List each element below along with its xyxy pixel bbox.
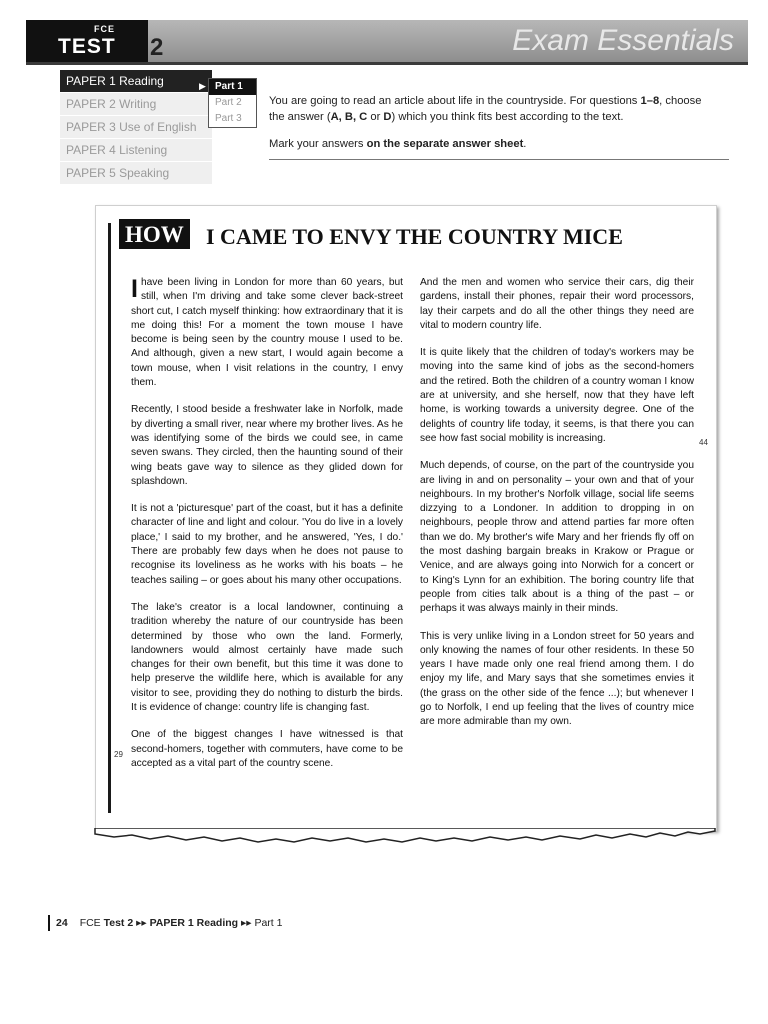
article-paragraph: And the men and women who service their cars, dig their gardens, install their phones, repair their word processors, lay their carpets and do all the other things they need are vital to modern country life. [420,277,694,331]
article-paragraph: It is quite likely that the children of today's workers may be moving into the same kind of jobs as the second-homers and the retired. Both the children of a country woman I know are at university, and she herself, now that they have left home, is working towards a university degree. One of the delights of country life today, it seems, is that there you can see how fast social mobility is increasing. [420,347,694,444]
test-label: TEST [58,35,116,58]
article-paragraph: Recently, I stood beside a freshwater lake in Norfolk, made by diverting a small river, near where my brother lives. As he was identifying some of the birds we could see, in came seven swans. They circled, then the haunting sound of their wing beats gave way to silence as they glided down for splashdown. [131,404,403,487]
paper-item-writing[interactable]: PAPER 2 Writing [60,93,212,115]
paper-item-speaking[interactable]: PAPER 5 Speaking [60,162,212,184]
article-paragraph [131,276,403,390]
torn-paper-edge [90,828,720,846]
part-item-2[interactable]: Part 2 [215,97,242,108]
article-column-right [420,276,694,743]
page-footer [48,915,282,931]
double-arrow-icon: ▸▸ [238,916,255,929]
question-range: 1–8 [640,95,660,107]
instructions-text: You are going to read an article about life in the countryside. For questions [269,95,641,107]
test-number: 2 [150,34,164,61]
instructions-text: or [367,111,384,123]
part-menu [208,78,257,128]
task-instructions [269,93,719,152]
exam-essentials-banner: Exam Essentials [512,24,734,57]
header-banner [26,20,748,62]
footer-fce: FCE [79,916,104,929]
part-item-3[interactable]: Part 3 [215,113,242,124]
article-title: I CAME TO ENVY THE COUNTRY MICE [206,224,623,249]
instructions-paragraph-2 [269,136,719,152]
drop-cap: I [131,275,138,303]
footer-test: Test 2 [103,916,134,929]
footer-paper: PAPER 1 [149,916,194,929]
paper-menu [60,70,212,185]
footer-reading: Reading [193,916,239,929]
title-how-box: HOW [119,219,190,249]
paper-item-listening[interactable]: PAPER 4 Listening [60,139,212,161]
article-paragraph: The lake's creator is a local landowner, continuing a tradition whereby the nature of our countryside has been determined by those who own the land. Formerly, landowners would almost certainly have made such changes for their own benefit, but this time it was done to help preserve the wildlife here, which is available for any visitor to see, providing they do nothing to disturb the birds. It is evidence of change: country life is changing fast. [131,601,403,714]
header-rule [26,62,748,65]
article-side-bar [108,223,111,813]
article-paragraph: It is not a 'picturesque' part of the coast, but it has a definite character of line and light and colour. 'You do live in a lovely place,' I said to my brother, and he answered, 'Yes, I do.' There are probably few days when he does not pause to recognise its loveliness as he works with his boats – he teaches sailing – or goes about his many other occupations. [131,503,403,586]
double-arrow-icon: ▸▸ [133,916,150,929]
article-paragraph: Much depends, of course, on the part of the countryside you are living in and on personality – your own and that of your neighbours. In my brother's Norfolk village, social life seems dizzying to a Londoner. In addition to dropping in on neighbours, people throw and attend parties far more often than we do. My brother's wife Mary and her friends fly off on the most dashing bargain breaks in Krakow or Prague or Venice, and are always going into Norwich for a concert or to King's Lynn for an exhibition. The boring country life that people from cities talk about is a thing of the past – or perhaps it was always mainly in their minds. [420,460,694,615]
paper-item-use-of-english[interactable]: PAPER 3 Use of English [60,116,212,138]
line-number-29: 29 [114,750,123,759]
line-number-44: 44 [699,438,708,447]
answer-sheet-emphasis: on the separate answer sheet [366,138,524,150]
paper-item-label: PAPER 1 Reading [66,74,164,88]
part-item-1[interactable]: Part 1 [209,79,256,95]
footer-part: Part 1 [254,916,283,929]
article-paragraph: This is very unlike living in a London street for 50 years and only knowing the names of four other residents. In these 50 years I have made only one real friend among them. I do enjoy my life, and Mary says that she sometimes envies it (the grass on the other side of the fence ...); but whenever I go to Norfolk, I end up feeling that the lives of country mice are more admirable than my own. [420,630,694,728]
test-label-block [26,20,148,62]
answer-option-d: D [383,111,392,123]
instructions-text: ) which you think fits best according to the text. [391,111,624,123]
page-number: 24 [56,916,68,929]
instructions-text: , choose the answer ( [269,95,702,123]
answer-options: A, B, C [330,111,368,123]
article-column-left [131,276,403,784]
instructions-paragraph-1 [269,93,719,125]
paragraph-text: have been living in London for more than 60 years, but still, when I'm driving and take some clever back-street short cut, I catch myself thinking: how extraordinary that it is me doing this! For a moment the town mouse I have become is being seen by the country mouse I used to be. And although, given a new start, I would again become a town mouse, when I visit relations in the country, I envy them. [131,277,403,389]
instructions-text: Mark your answers [269,138,367,150]
article-clipping [95,205,717,831]
footer-bar [48,915,50,931]
paper-item-reading[interactable] [60,70,212,92]
instructions-divider [269,159,729,160]
fce-label: FCE [94,24,115,34]
arrow-right-icon: ▶ [199,81,206,91]
article-paragraph: One of the biggest changes I have witnessed is that second-homers, together with commuters, have come to be accepted as a vital part of the country scene. [131,729,403,769]
instructions-text: . [523,138,527,150]
